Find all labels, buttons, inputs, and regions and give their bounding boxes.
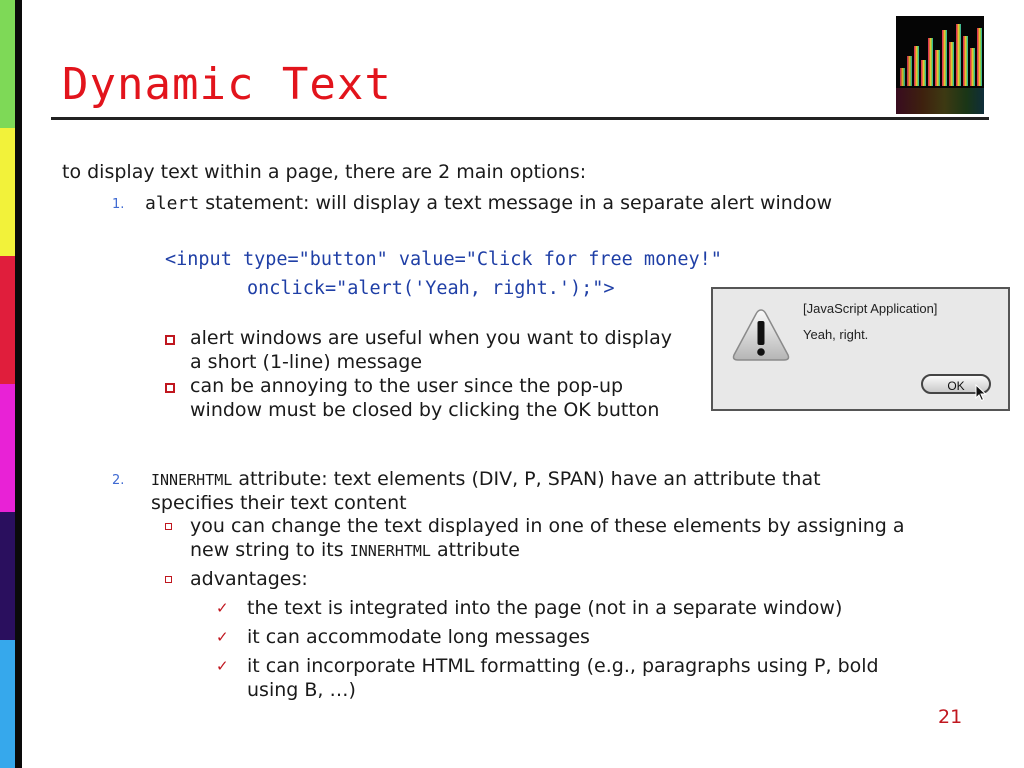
page-number: 21 <box>938 706 963 728</box>
dialog-message: Yeah, right. <box>803 327 869 342</box>
item-1-description: statement: will display a text message in a separate alert window <box>199 192 833 214</box>
item-2-text <box>151 467 821 492</box>
code-line-1: <input type="button" value="Click for free money!" <box>165 249 722 270</box>
check-3-line-1: it can incorporate HTML formatting (e.g., paragraphs using P, bold <box>247 655 879 677</box>
color-segment-green <box>0 0 15 128</box>
item-1-number: 1. <box>112 197 125 212</box>
alert-dialog-image <box>711 287 1010 411</box>
sidebar-divider <box>15 0 22 768</box>
item-1-text <box>145 191 832 216</box>
check-2-line-1: it can accommodate long messages <box>247 626 590 648</box>
square-bullet-icon <box>165 383 175 393</box>
title-underline <box>51 117 989 120</box>
color-segment-yellow <box>0 128 15 256</box>
innerhtml-keyword: INNERHTML <box>349 542 431 560</box>
check-1-line-1: the text is integrated into the page (not in a separate window) <box>247 597 843 619</box>
color-segment-magenta <box>0 384 15 512</box>
bullet-1-line-2: a short (1-line) message <box>190 351 423 373</box>
sub-1-line-1: you can change the text displayed in one of these elements by assigning a <box>190 515 905 537</box>
dialog-title: [JavaScript Application] <box>803 301 938 316</box>
slide-title: Dynamic Text <box>62 59 392 110</box>
warning-icon <box>731 307 791 363</box>
checkmark-icon: ✓ <box>216 628 229 646</box>
dialog-ok-button: OK <box>921 374 991 394</box>
alert-keyword: alert <box>145 193 200 214</box>
sub-1-line-2 <box>190 538 520 563</box>
sidebar-color-strip <box>0 0 15 768</box>
small-square-bullet-icon <box>165 523 172 530</box>
check-3-line-2: using B, …) <box>247 679 356 701</box>
sub-1-post: attribute <box>430 539 520 561</box>
code-line-2: onclick="alert('Yeah, right.');"> <box>247 278 615 299</box>
sub-1-pre: new string to its <box>190 539 350 561</box>
equalizer-logo <box>896 16 984 114</box>
checkmark-icon: ✓ <box>216 599 229 617</box>
item-2-line-2: specifies their text content <box>151 492 407 514</box>
small-square-bullet-icon <box>165 576 172 583</box>
item-2-number: 2. <box>112 473 125 488</box>
bullet-2-line-2: window must be closed by clicking the OK button <box>190 399 660 421</box>
innerhtml-keyword: INNERHTML <box>151 471 233 489</box>
square-bullet-icon <box>165 335 175 345</box>
color-segment-blue <box>0 640 15 768</box>
color-segment-red <box>0 256 15 384</box>
checkmark-icon: ✓ <box>216 657 229 675</box>
item-2-description: attribute: text elements (DIV, P, SPAN) have an attribute that <box>232 468 821 490</box>
mouse-pointer-icon <box>975 384 987 402</box>
color-segment-indigo <box>0 512 15 640</box>
advantages-label: advantages: <box>190 568 308 590</box>
intro-text: to display text within a page, there are 2 main options: <box>62 161 587 183</box>
bullet-1-line-1: alert windows are useful when you want to display <box>190 327 672 349</box>
bullet-2-line-1: can be annoying to the user since the pop-up <box>190 375 624 397</box>
